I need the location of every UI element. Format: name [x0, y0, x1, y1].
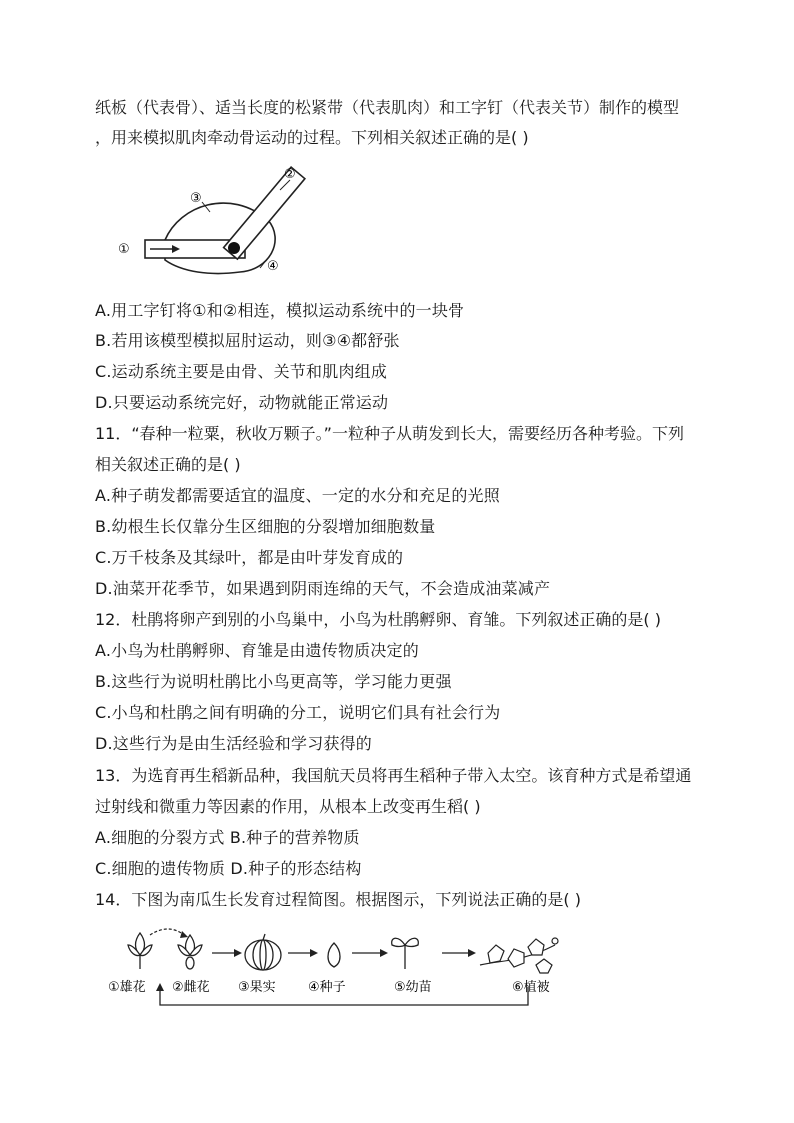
- q10-muscle-bone-model-figure: [110, 160, 310, 285]
- q11-option-a: A.种子萌发都需要适宜的温度、一定的水分和充足的光照: [95, 486, 500, 505]
- q11-stem-line1: 11．“春种一粒粟，秋收万颗子。”一粒种子从萌发到长大，需要经历各种考验。下列: [95, 424, 684, 443]
- female-flower-icon: [178, 935, 202, 969]
- q13-options-line1: A.细胞的分裂方式 B.种子的营养物质: [95, 828, 360, 847]
- q12-option-b: B.这些行为说明杜鹃比小鸟更高等，学习能力更强: [95, 672, 452, 691]
- q14-pumpkin-lifecycle-figure: [100, 925, 580, 1015]
- stage-label-5: ⑤幼苗: [394, 980, 432, 995]
- q12-option-a: A.小鸟为杜鹃孵卵、育雏是由遗传物质决定的: [95, 641, 419, 660]
- q13-options-line2: C.细胞的遗传物质 D.种子的形态结构: [95, 859, 362, 878]
- q11-option-b: B.幼根生长仅靠分生区细胞的分裂增加细胞数量: [95, 517, 436, 536]
- q13-stem-line2: 过射线和微重力等因素的作用，从根本上改变再生稻( ): [95, 797, 481, 816]
- q10-stem-line1: 纸板（代表骨）、适当长度的松紧带（代表肌肉）和工字钉（代表关节）制作的模型: [95, 98, 680, 117]
- q13-stem-line1: 13．为选育再生稻新品种，我国航天员将再生稻种子带入太空。该育种方式是希望通: [95, 766, 692, 785]
- q14-stem-line1: 14．下图为南瓜生长发育过程简图。根据图示，下列说法正确的是( ): [95, 890, 581, 909]
- stage-label-4: ④种子: [308, 980, 346, 995]
- stage-label-1: ①雄花: [108, 980, 146, 995]
- stage-label-2: ②雌花: [172, 980, 210, 995]
- label-1: ①: [118, 242, 130, 257]
- seed-icon: [328, 943, 340, 967]
- q12-option-d: D.这些行为是由生活经验和学习获得的: [95, 734, 373, 753]
- q11-option-d: D.油菜开花季节，如果遇到阴雨连绵的天气，不会造成油菜减产: [95, 579, 551, 598]
- label-4: ④: [267, 259, 279, 274]
- seedling-icon: [392, 938, 419, 969]
- stage-label-3: ③果实: [238, 980, 276, 995]
- stage-label-6: ⑥植被: [512, 980, 550, 995]
- label-2: ②: [284, 167, 296, 182]
- male-flower-icon: [128, 933, 152, 969]
- q11-option-c: C.万千枝条及其绿叶，都是由叶芽发育成的: [95, 548, 404, 567]
- vine-plant-icon: [480, 938, 558, 973]
- q12-option-c: C.小鸟和杜鹃之间有明确的分工，说明它们具有社会行为: [95, 703, 501, 722]
- pumpkin-icon: [245, 934, 281, 970]
- pin-joint: [228, 242, 240, 254]
- q10-option-a: A.用工字钉将①和②相连，模拟运动系统中的一块骨: [95, 301, 465, 320]
- q10-option-b: B.若用该模型模拟屈肘运动，则③④都舒张: [95, 331, 400, 350]
- q10-stem-line2: ，用来模拟肌肉牵动骨运动的过程。下列相关叙述正确的是( ): [95, 128, 529, 147]
- q11-stem-line2: 相关叙述正确的是( ): [95, 455, 241, 474]
- q12-stem-line1: 12．杜鹃将卵产到别的小鸟巢中，小鸟为杜鹃孵卵、育雏。下列叙述正确的是( ): [95, 610, 661, 629]
- q10-option-c: C.运动系统主要是由骨、关节和肌肉组成: [95, 362, 388, 381]
- label-3: ③: [190, 191, 202, 206]
- q10-option-d: D.只要运动系统完好，动物就能正常运动: [95, 393, 389, 412]
